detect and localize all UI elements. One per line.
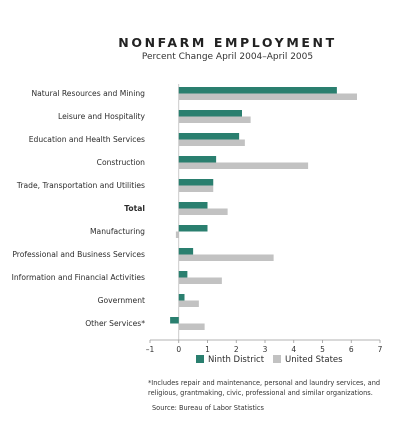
x-tick-label: 2 — [233, 345, 239, 354]
bar-united-states — [179, 163, 308, 170]
bar-ninth-district — [179, 248, 193, 255]
category-label: Construction — [96, 158, 145, 167]
bar-ninth-district — [179, 110, 242, 117]
x-tick-label: 4 — [291, 345, 297, 354]
x-tick-label: 3 — [262, 345, 268, 354]
bar-united-states — [179, 186, 214, 193]
bar-ninth-district — [179, 87, 337, 94]
bar-united-states — [179, 324, 205, 331]
bar-ninth-district — [179, 225, 208, 232]
x-tick-label: 5 — [320, 345, 325, 354]
category-label: Manufacturing — [90, 227, 145, 236]
x-tick-label: –1 — [145, 345, 155, 354]
bar-ninth-district — [179, 156, 216, 163]
source-note: Source: Bureau of Labor Statistics — [152, 404, 264, 412]
category-label: Trade, Transportation and Utilities — [16, 181, 145, 190]
category-label: Total — [124, 204, 145, 213]
category-label: Other Services* — [85, 319, 145, 328]
bar-united-states — [176, 232, 179, 239]
bar-ninth-district — [179, 202, 208, 209]
x-tick-label: 6 — [348, 345, 354, 354]
category-label: Education and Health Services — [28, 135, 145, 144]
category-label: Professional and Business Services — [12, 250, 145, 259]
bar-united-states — [179, 94, 357, 101]
bar-ninth-district — [179, 133, 239, 140]
bar-united-states — [179, 209, 228, 216]
x-tick-label: 7 — [377, 345, 383, 354]
bar-united-states — [179, 255, 274, 262]
footnote: *Includes repair and maintenance, personal and laundry services, and religious, grantmaking, civic, professional and similar organizations. — [148, 379, 381, 397]
x-tick-label: 0 — [176, 345, 182, 354]
legend-label-united-states: United States — [285, 355, 343, 365]
chart-subtitle: Percent Change April 2004–April 2005 — [141, 52, 314, 62]
category-label: Leisure and Hospitality — [58, 112, 145, 121]
legend-swatch-united-states — [273, 355, 281, 363]
bar-ninth-district — [179, 179, 214, 186]
legend-label-ninth-district: Ninth District — [208, 355, 265, 365]
category-label: Government — [97, 296, 145, 305]
bar-united-states — [179, 140, 245, 147]
legend-swatch-ninth-district — [196, 355, 204, 363]
chart-title: NONFARM EMPLOYMENT — [118, 35, 337, 50]
category-label: Natural Resources and Mining — [31, 89, 145, 98]
bar-united-states — [179, 117, 251, 124]
category-label: Information and Financial Activities — [11, 273, 145, 282]
x-tick-label: 1 — [205, 345, 210, 354]
bar-ninth-district — [170, 317, 179, 324]
bar-ninth-district — [179, 294, 185, 301]
bar-united-states — [179, 301, 199, 308]
bar-united-states — [179, 278, 222, 285]
bar-ninth-district — [179, 271, 188, 278]
